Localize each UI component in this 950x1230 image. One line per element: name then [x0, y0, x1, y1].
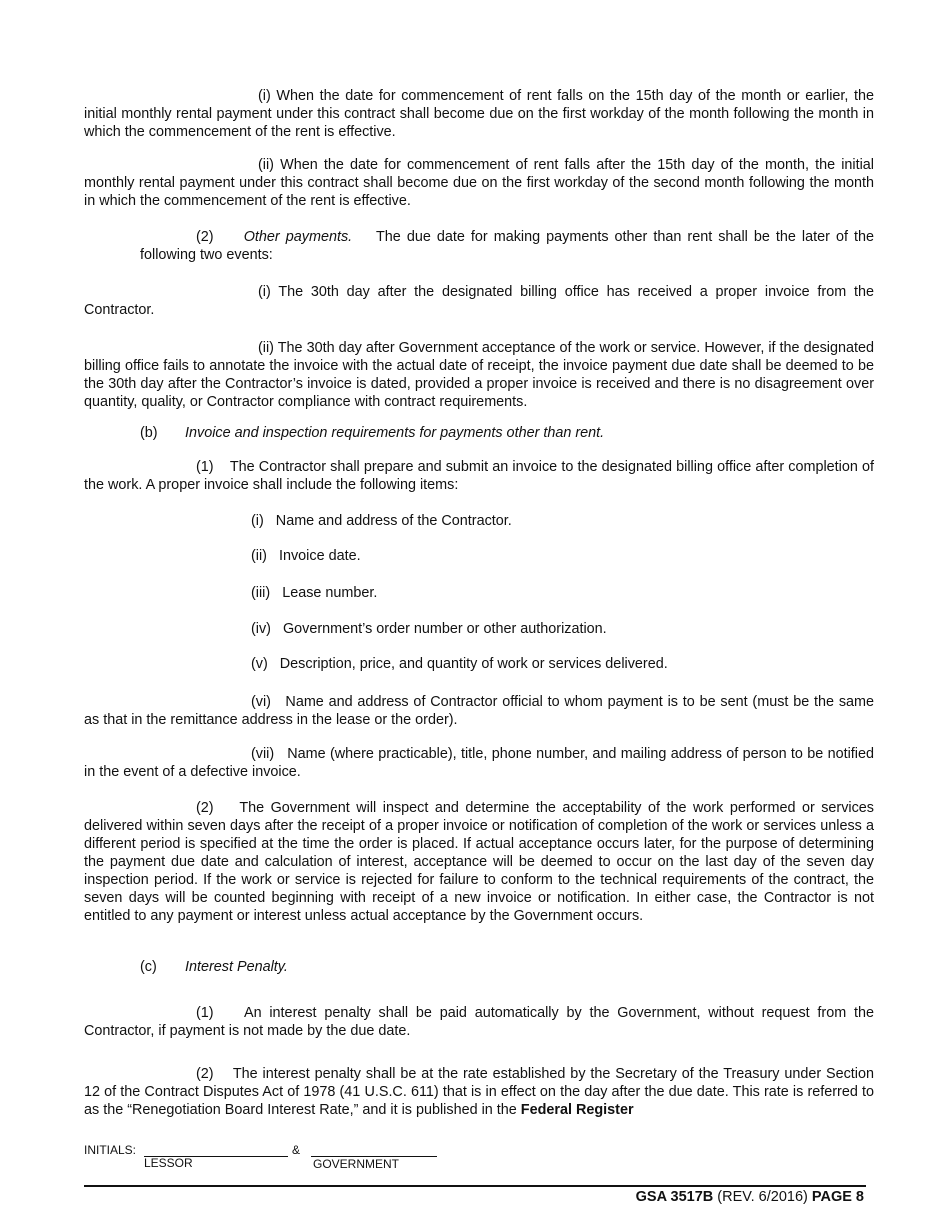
para-label: (1) — [196, 1005, 214, 1021]
form-revision: (REV. 6/2016) — [717, 1189, 808, 1205]
heading-invoice-requirements — [84, 424, 874, 442]
paragraph-inspection — [84, 799, 874, 925]
federal-register-text: Federal Register — [520, 1102, 634, 1118]
para-label: (2) — [196, 800, 214, 816]
item-text: Lease number. — [282, 585, 378, 601]
para-label: (ii) — [258, 157, 274, 173]
para-label: (vii) — [251, 746, 275, 762]
para-text: The Government will inspect and determine the acceptability of the work performed or services delivered within seven days after the receipt of a proper invoice or notification of completion of the work or services unless a different period is specified at the time the order is placed. If actual acceptance occurs later, for the purpose of determining the payment due date and calculation of interest, acceptance will be deemed to occur on the last day of the seven day inspection period. If the work or service is rejected for failure to conform to the technical requirements of the contract, the seven days will be counted beginning with receipt of a new invoice or notification. In either case, the Contractor is not entitled to any payment or interest unless actual acceptance by the Government occurs. — [84, 800, 875, 924]
para-text: The due date for making payments other than rent shall be the later of the following two events: — [140, 229, 874, 263]
item-text: Description, price, and quantity of work or services delivered. — [279, 656, 668, 672]
initials-label: INITIALS: — [84, 1143, 137, 1157]
list-item — [251, 547, 361, 565]
item-text: Government’s order number or other authorization. — [282, 621, 607, 637]
form-id: GSA 3517B — [635, 1189, 714, 1205]
footer-rule — [84, 1185, 866, 1187]
para-text: When the date for commencement of rent falls on the 15th day of the month or earlier, the initial monthly rental payment under this contract shall become due on the first workday of the month following the month in which the commencement of the rent is effective. — [84, 88, 874, 140]
list-item — [251, 655, 668, 673]
ampersand: & — [292, 1143, 301, 1157]
form-footer — [636, 1188, 864, 1206]
list-item — [251, 512, 512, 530]
para-label: (vi) — [251, 694, 271, 710]
para-text: The 30th day after the designated billing office has received a proper invoice from the Contractor. — [84, 284, 874, 318]
para-label: (2) — [196, 229, 214, 245]
item-label: (iii) — [251, 585, 271, 601]
para-label: (i) — [258, 284, 271, 300]
item-text: Name and address of the Contractor. — [275, 513, 512, 529]
paragraph-other-payments — [84, 228, 874, 264]
para-text: Name and address of Contractor official to whom payment is to be sent (must be the same as that in the remittance address in the lease or the order). — [84, 694, 875, 728]
government-label: GOVERNMENT — [313, 1157, 400, 1171]
list-item — [251, 584, 377, 602]
paragraph-interest-rate — [84, 1065, 874, 1119]
paragraph-30th-day-invoice — [84, 283, 874, 319]
para-text: The 30th day after Government acceptance of the work or service. However, if the designated billing office fails to annotate the invoice with the actual date of receipt, the invoice payment due date shall be deemed to be the 30th day after the Contractor’s invoice is dated, provided a proper invoice is received and there is no disagreement over quantity, quality, or Contractor compliance with contract requirements. — [84, 340, 874, 410]
list-item — [251, 620, 607, 638]
paragraph-contractor-invoice — [84, 458, 874, 494]
para-label: (1) — [196, 459, 214, 475]
section-title: Invoice and inspection requirements for payments other than rent. — [185, 425, 605, 441]
lessor-label: LESSOR — [144, 1156, 193, 1170]
item-text: Invoice date. — [278, 548, 361, 564]
para-label: (ii) — [258, 340, 274, 356]
paragraph-commencement-late — [84, 156, 874, 210]
para-text: An interest penalty shall be paid automatically by the Government, without request from the Contractor, if payment is not made by the due date. — [84, 1005, 875, 1039]
para-label: (i) — [258, 88, 271, 104]
section-label: (c) — [140, 959, 157, 975]
para-text: Name (where practicable), title, phone number, and mailing address of person to be notified in the event of a defective invoice. — [84, 746, 874, 780]
paragraph-interest-automatic — [84, 1004, 874, 1040]
item-label: (iv) — [251, 621, 271, 637]
paragraph-defective-invoice-contact — [84, 745, 874, 781]
section-title: Interest Penalty. — [185, 959, 288, 975]
para-title: Other payments. — [243, 229, 353, 245]
item-label: (ii) — [251, 548, 267, 564]
item-label: (v) — [251, 656, 268, 672]
paragraph-commencement-early — [84, 87, 874, 141]
paragraph-payment-official — [84, 693, 874, 729]
para-text: The Contractor shall prepare and submit an invoice to the designated billing office after completion of the work. A proper invoice shall include the following items: — [84, 459, 875, 493]
item-label: (i) — [251, 513, 264, 529]
para-text: When the date for commencement of rent falls after the 15th day of the month, the initial monthly rental payment under this contract shall become due on the first workday of the second month following the month in which the commencement of the rent is effective. — [84, 157, 874, 209]
heading-interest-penalty — [84, 958, 874, 976]
page-number: PAGE 8 — [811, 1189, 864, 1205]
para-text: The interest penalty shall be at the rate established by the Secretary of the Treasury under Section 12 of the Contract Disputes Act of 1978 (41 U.S.C. 611) that is in effect on the day after the due date. This rate is referred to as the “Renegotiation Board Interest Rate,” and it is published in the — [84, 1066, 875, 1118]
section-label: (b) — [140, 425, 158, 441]
paragraph-30th-day-acceptance — [84, 339, 874, 411]
para-label: (2) — [196, 1066, 214, 1082]
